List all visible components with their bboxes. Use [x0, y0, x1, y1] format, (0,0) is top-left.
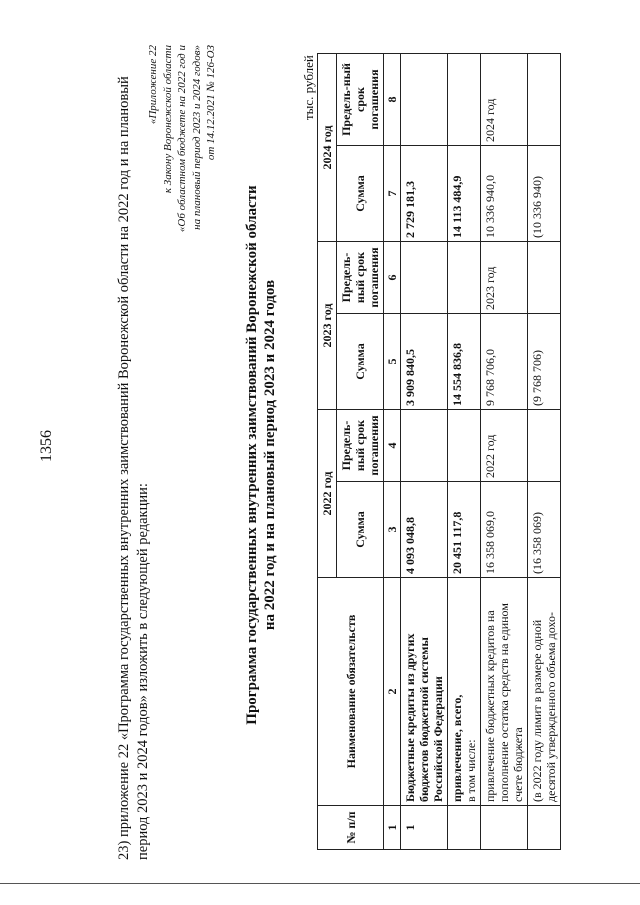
row-name: (в 2022 году лимит в размере одной десятой утвержденного объема дохо-: [528, 578, 561, 806]
row-num: [481, 806, 528, 850]
sum-2024: (10 336 940): [528, 146, 561, 242]
sum-2023: 3 909 840,5: [401, 314, 448, 410]
term-2024: [528, 54, 561, 146]
row-name: привлечение бюджетных кредитов на пополнение остатка средств на едином счете бюджета: [481, 578, 528, 806]
sum-2024: 10 336 940,0: [481, 146, 528, 242]
sum-2023: 9 768 706,0: [481, 314, 528, 410]
header-year-2023: 2023 год: [318, 242, 337, 410]
term-2022: [448, 410, 481, 482]
intro-paragraph: 23) приложение 22 «Программа государственных внутренних заимствований Воронежской области на 2022 год и на плановый период 2023 и 2024 годов» изложить в следующей редакции:: [116, 76, 151, 860]
header-term: Предель-ный срок погашения: [337, 242, 384, 314]
annex-line: к Закону Воронежской области: [161, 45, 174, 194]
column-index: 6: [384, 242, 401, 314]
table-row: [448, 54, 481, 850]
sum-2024: 14 113 484,9: [448, 146, 481, 242]
sum-2022: 4 093 048,8: [401, 482, 448, 578]
program-title: [243, 165, 279, 745]
header-term: Предель-ный срок погашения: [337, 54, 384, 146]
column-index-row: [384, 54, 401, 850]
column-index: 7: [384, 146, 401, 242]
sum-2024: 2 729 181,3: [401, 146, 448, 242]
page-bottom-rule: [0, 883, 640, 884]
row-num: [448, 806, 481, 850]
term-2023: 2023 год: [481, 242, 528, 314]
header-year-2024: 2024 год: [318, 54, 337, 242]
term-2024: [448, 54, 481, 146]
row-name-cell: [448, 578, 481, 806]
row-num: [528, 806, 561, 850]
table-row: [481, 54, 528, 850]
term-2023: [448, 242, 481, 314]
header-sum: Сумма: [337, 482, 384, 578]
units-note: тыс. рублей: [301, 55, 316, 120]
header-sum: Сумма: [337, 146, 384, 242]
header-num: № п/п: [318, 806, 384, 850]
table-row: [528, 54, 561, 850]
term-2024: 2024 год: [481, 54, 528, 146]
title-line: Программа государственных внутренних заимствований Воронежской области: [244, 185, 260, 725]
page-number: 1356: [38, 430, 55, 462]
row-num: 1: [401, 806, 448, 850]
table-row: [401, 54, 448, 850]
header-name: Наименование обязательств: [318, 578, 384, 806]
annex-line: «Приложение 22: [147, 45, 159, 125]
sum-2022: 16 358 069,0: [481, 482, 528, 578]
column-index: 2: [384, 578, 401, 806]
annex-line: на плановый период 2023 и 2024 годов»: [190, 45, 203, 230]
row-name: привлечение, всего,: [450, 694, 464, 802]
term-2024: [401, 54, 448, 146]
borrowing-table-wrapper: [317, 54, 623, 850]
column-index: 1: [384, 806, 401, 850]
sum-2023: 14 554 836,8: [448, 314, 481, 410]
header-term: Предель-ный срок погашения: [337, 410, 384, 482]
row-name-sub: в том числе:: [464, 739, 478, 802]
sum-2023: (9 768 706): [528, 314, 561, 410]
column-index: 8: [384, 54, 401, 146]
annex-line: от 14.12.2021 № 126-ОЗ: [205, 45, 217, 161]
column-index: 3: [384, 482, 401, 578]
term-2023: [401, 242, 448, 314]
sum-2022: (16 358 069): [528, 482, 561, 578]
title-line: на 2022 год и на плановый период 2023 и 2024 годов: [262, 279, 278, 631]
header-sum: Сумма: [337, 314, 384, 410]
header-year-2022: 2022 год: [318, 410, 337, 578]
row-name: Бюджетные кредиты из других бюджетов бюджетной системы Российской Федерации: [401, 578, 448, 806]
column-index: 4: [384, 410, 401, 482]
sum-2022: 20 451 117,8: [448, 482, 481, 578]
term-2022: [401, 410, 448, 482]
annex-line: «Об областном бюджете на 2022 год и: [176, 45, 188, 233]
term-2023: [528, 242, 561, 314]
term-2022: [528, 410, 561, 482]
column-index: 5: [384, 314, 401, 410]
borrowing-table: [317, 53, 561, 850]
term-2022: 2022 год: [481, 410, 528, 482]
annex-reference: [146, 45, 219, 305]
